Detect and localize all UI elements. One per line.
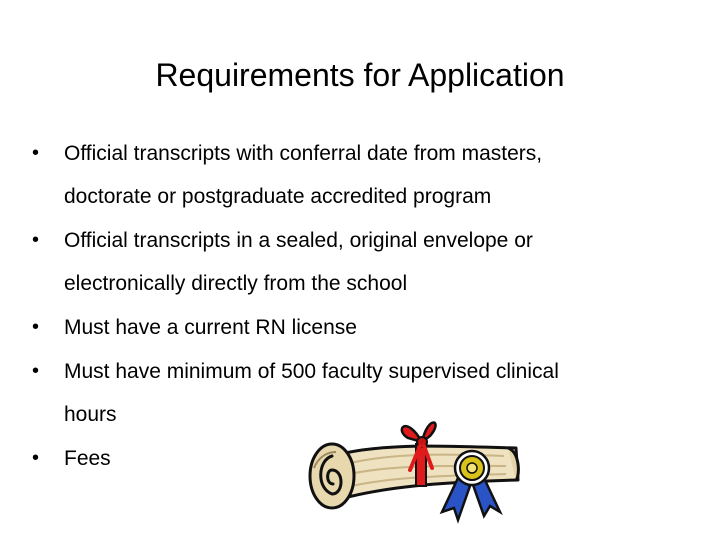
bullet-icon: • <box>32 142 40 164</box>
slide-title: Requirements for Application <box>155 57 565 93</box>
bullet-text: Must have minimum of 500 faculty supervised clinical hours <box>64 360 559 426</box>
diploma-scroll-icon <box>298 408 530 526</box>
scroll-roll <box>310 444 354 508</box>
bullet-icon: • <box>32 360 40 382</box>
list-item <box>32 306 672 349</box>
bullet-icon: • <box>32 316 40 338</box>
bullet-text: Fees <box>64 447 111 470</box>
list-item <box>32 132 672 218</box>
bullet-icon: • <box>32 447 40 469</box>
bullet-text: Must have a current RN license <box>64 316 357 339</box>
list-item <box>32 219 672 305</box>
bullet-icon: • <box>32 229 40 251</box>
bullet-text: Official transcripts with conferral date from masters, doctorate or postgraduate accredited program <box>64 142 543 208</box>
bullet-text: Official transcripts in a sealed, original envelope or electronically directly from the school <box>64 229 533 295</box>
